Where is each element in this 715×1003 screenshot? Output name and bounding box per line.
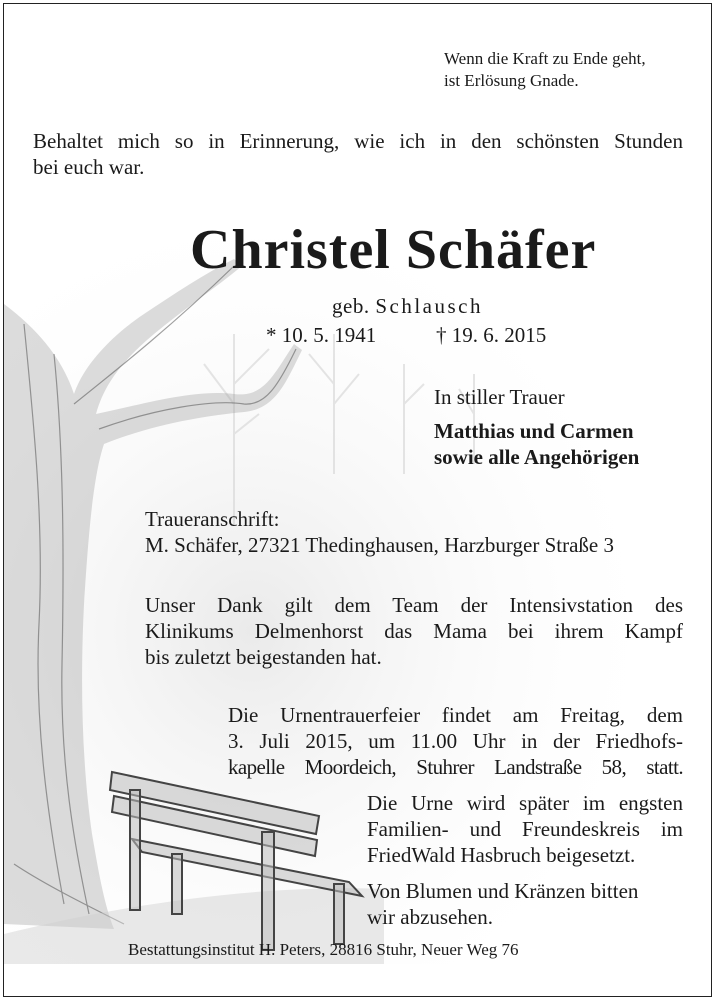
flowers-line-1: Von Blumen und Kränzen bitten [367, 879, 639, 903]
thanks-line-2: Klinikums Delmenhorst das Mama bei ihrem Kampf [145, 619, 683, 643]
ceremony-line-1: Die Urnentrauerfeier findet am Freitag, dem [228, 703, 683, 727]
thanks-line-3: bis zuletzt beigestanden hat. [145, 645, 382, 669]
birth-date: * 10. 5. 1941 [266, 323, 377, 347]
flowers-line-2: wir abzusehen. [367, 905, 493, 929]
motto-line-1: Wenn die Kraft zu Ende geht, [444, 49, 646, 68]
mourners-line-2: sowie alle Angehörigen [434, 445, 640, 469]
thanks-line-1: Unser Dank gilt dem Team der Intensivstation des [145, 593, 683, 617]
ceremony-line-3: kapelle Moordeich, Stuhrer Landstraße 58, statt. [228, 755, 683, 779]
mourning-intro: In stiller Trauer [434, 385, 565, 409]
urn-line-2: Familien- und Freundeskreis im [367, 817, 683, 841]
address-line: M. Schäfer, 27321 Thedinghausen, Harzburger Straße 3 [145, 533, 615, 557]
obituary-notice [3, 3, 712, 997]
ceremony-line-2: 3. Juli 2015, um 11.00 Uhr in der Friedhofs- [228, 729, 683, 753]
urn-line-1: Die Urne wird später im engsten [367, 791, 683, 815]
urn-line-3: FriedWald Hasbruch beigesetzt. [367, 843, 636, 867]
motto-line-2: ist Erlösung Gnade. [444, 71, 579, 90]
mourners-line-1: Matthias und Carmen [434, 419, 634, 443]
undertaker-line: Bestattungsinstitut H. Peters, 28816 Stuhr, Neuer Weg 76 [128, 940, 519, 959]
birth-name-line [332, 294, 483, 319]
address-label: Traueranschrift: [145, 507, 280, 531]
intro-line-1: Behaltet mich so in Erinnerung, wie ich in den schönsten Stunden [33, 129, 683, 153]
intro-line-2: bei euch war. [33, 155, 145, 179]
deceased-name: Christel Schäfer [190, 219, 597, 281]
birth-name-prefix: geb. [332, 294, 370, 318]
death-date: † 19. 6. 2015 [436, 323, 547, 347]
birth-name: Schlausch [375, 294, 483, 318]
